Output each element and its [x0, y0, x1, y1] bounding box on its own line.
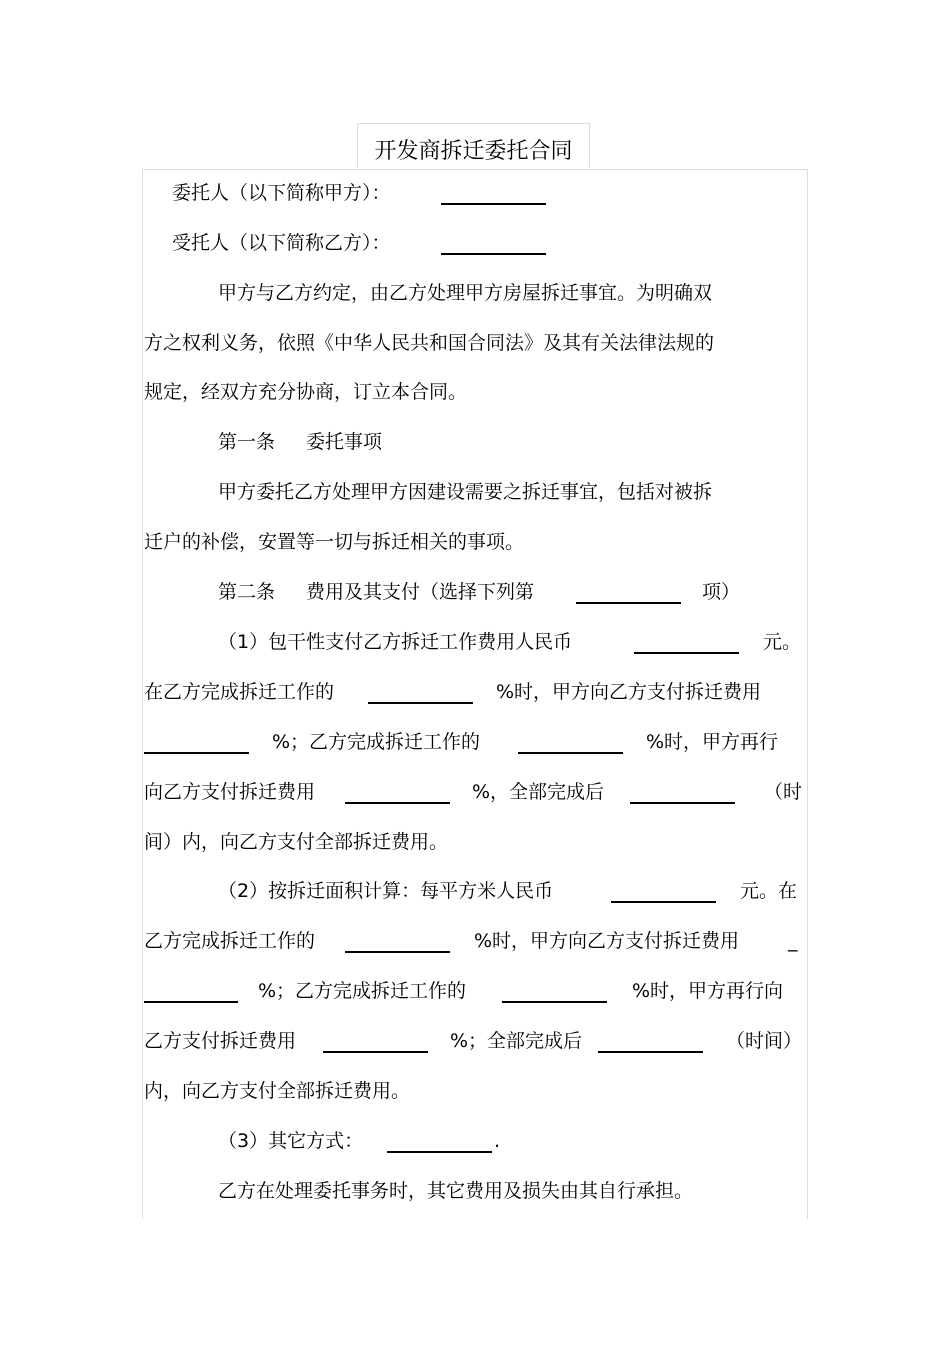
- option-2-c-text-1: %；乙方完成拆迁工作的: [258, 980, 467, 1002]
- document-title: 开发商拆迁委托合同: [374, 139, 573, 164]
- option-2-d-text-2: %；全部完成后: [450, 1030, 583, 1052]
- option-1-intro: （1）包干性支付乙方拆迁工作费用人民币: [218, 631, 573, 653]
- intro-line-1: 甲方与乙方约定，由乙方处理甲方房屋拆迁事宜。为明确双: [218, 282, 713, 304]
- option-2-unit: 元。在: [740, 880, 798, 902]
- option-1-unit: 元。: [763, 631, 802, 653]
- option-3-label: （3）其它方式：: [218, 1130, 364, 1152]
- party-a-blank: [441, 203, 546, 205]
- title-box: [357, 123, 590, 167]
- article-1-number: 第一条: [218, 431, 276, 453]
- option-2-d-blank-1: [323, 1051, 428, 1053]
- option-1-amount-blank: [634, 652, 739, 654]
- option-1-d-blank-2: [630, 802, 735, 804]
- option-2-c-text-2: %时，甲方再行向: [632, 980, 784, 1002]
- option-1-line-5: 间）内，向乙方支付全部拆迁费用。: [144, 831, 449, 853]
- option-2-b-text-3: _: [788, 930, 798, 952]
- option-1-c-text-1: %；乙方完成拆迁工作的: [272, 731, 481, 753]
- option-3-tail: .: [494, 1130, 501, 1152]
- option-2-b-text-1: 乙方完成拆迁工作的: [144, 930, 316, 952]
- intro-line-3: 规定，经双方充分协商，订立本合同。: [144, 381, 468, 403]
- article-2-title-tail: 项）: [702, 581, 741, 603]
- option-1-c-blank-2: [518, 752, 623, 754]
- option-2-c-blank-2: [502, 1001, 607, 1003]
- intro-line-2: 方之权利义务，依照《中华人民共和国合同法》及其有关法律法规的: [144, 332, 715, 354]
- article-1-title: 委托事项: [306, 431, 383, 453]
- article-2-choice-blank: [576, 602, 681, 604]
- article-2-title: 费用及其支付（选择下列第: [306, 581, 535, 603]
- option-2-d-text-1: 乙方支付拆迁费用: [144, 1030, 297, 1052]
- option-2-c-blank-1: [144, 1001, 238, 1003]
- option-2-d-text-3: （时间）: [726, 1030, 803, 1052]
- option-1-b-blank-1: [368, 702, 473, 704]
- option-1-d-text-2: %，全部完成后: [472, 781, 605, 803]
- article-2-number: 第二条: [218, 581, 276, 603]
- option-2-d-blank-2: [598, 1051, 703, 1053]
- article-1-body-2: 迁户的补偿，安置等一切与拆迁相关的事项。: [144, 531, 525, 553]
- option-3-blank: [387, 1151, 492, 1153]
- option-1-d-text-1: 向乙方支付拆迁费用: [144, 781, 316, 803]
- article-1-body-1: 甲方委托乙方处理甲方因建设需要之拆迁事宜，包括对被拆: [218, 481, 713, 503]
- option-1-b-text-1: 在乙方完成拆迁工作的: [144, 681, 335, 703]
- option-2-amount-blank: [611, 901, 716, 903]
- option-2-intro: （2）按拆迁面积计算：每平方米人民币: [218, 880, 554, 902]
- option-2-line-5: 内，向乙方支付全部拆迁费用。: [144, 1080, 411, 1102]
- closing-line: 乙方在处理委托事务时，其它费用及损失由其自行承担。: [218, 1180, 694, 1202]
- party-a-label: 委托人（以下简称甲方）：: [172, 182, 391, 204]
- option-2-b-blank-1: [345, 951, 450, 953]
- party-b-blank: [441, 253, 546, 255]
- party-b-label: 受托人（以下简称乙方）：: [172, 232, 391, 254]
- option-1-d-text-3: （时: [764, 781, 803, 803]
- option-2-b-text-2: %时，甲方向乙方支付拆迁费用: [474, 930, 740, 952]
- option-1-b-text-2: %时，甲方向乙方支付拆迁费用: [496, 681, 762, 703]
- option-1-c-blank-1: [144, 752, 249, 754]
- option-1-c-text-2: %时，甲方再行: [646, 731, 779, 753]
- option-1-d-blank-1: [345, 802, 450, 804]
